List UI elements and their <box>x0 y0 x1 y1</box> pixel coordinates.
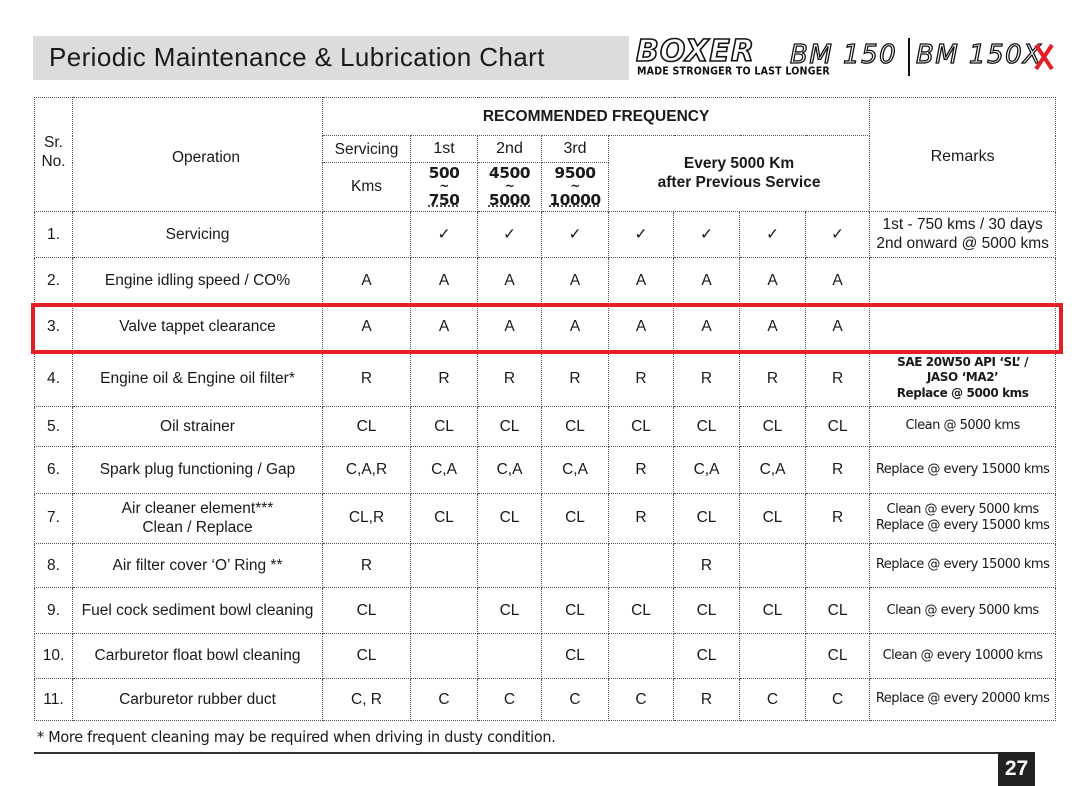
remarks-cell <box>870 447 1056 493</box>
frequency-cell: R <box>674 350 740 406</box>
frequency-cell: CL <box>478 493 542 543</box>
operation-header: Operation <box>73 98 323 212</box>
range-start: 500 <box>428 164 460 183</box>
frequency-cell: CL <box>542 634 609 678</box>
remarks-cell <box>870 543 1056 587</box>
frequency-cell: A <box>806 304 870 350</box>
sr-no-cell: 10. <box>35 634 73 678</box>
remarks-header: Remarks <box>870 98 1056 212</box>
frequency-cell: A <box>323 304 411 350</box>
remarks-cell <box>870 588 1056 634</box>
table-row <box>35 304 1056 350</box>
frequency-cell <box>411 634 478 678</box>
frequency-cell: R <box>806 447 870 493</box>
frequency-cell: C <box>542 678 609 720</box>
frequency-cell: C,A <box>478 447 542 493</box>
operation-cell <box>73 493 323 543</box>
frequency-cell: A <box>478 304 542 350</box>
model-bm150: BM 150 <box>790 40 898 70</box>
frequency-cell: CL <box>806 634 870 678</box>
frequency-cell: A <box>411 304 478 350</box>
operation-text: Valve tappet clearance <box>119 318 276 336</box>
frequency-cell: CL,R <box>323 493 411 543</box>
recommended-frequency-header: RECOMMENDED FREQUENCY <box>323 98 870 136</box>
frequency-cell: A <box>609 258 674 304</box>
frequency-cell: CL <box>411 493 478 543</box>
red-x-icon <box>1034 43 1054 71</box>
frequency-cell: CL <box>674 634 740 678</box>
frequency-cell: CL <box>411 406 478 446</box>
frequency-cell: C <box>478 678 542 720</box>
remarks-text: Replace @ every 15000 kms <box>875 557 1050 573</box>
sr-no-header <box>35 98 73 212</box>
frequency-cell: A <box>740 258 806 304</box>
range-start: 4500 <box>488 164 531 183</box>
table-body <box>35 211 1056 720</box>
frequency-cell: CL <box>478 406 542 446</box>
operation-text: Spark plug functioning / Gap <box>99 461 296 479</box>
frequency-cell: ✓ <box>806 211 870 257</box>
frequency-cell: ✓ <box>609 211 674 257</box>
frequency-cell: CL <box>674 493 740 543</box>
maintenance-table <box>34 97 1056 721</box>
frequency-cell: CL <box>323 406 411 446</box>
frequency-cell: CL <box>609 406 674 446</box>
frequency-cell: A <box>806 258 870 304</box>
frequency-cell: C <box>806 678 870 720</box>
operation-text: Servicing <box>165 225 230 243</box>
frequency-cell <box>609 634 674 678</box>
remarks-cell <box>870 678 1056 720</box>
range-tilde: ~ <box>504 179 515 194</box>
sr-no-cell: 3. <box>35 304 73 350</box>
table-row <box>35 211 1056 257</box>
model-bm150x: BM 150X <box>916 40 1043 70</box>
operation-cell <box>73 258 323 304</box>
sr-no-cell: 9. <box>35 588 73 634</box>
frequency-cell: CL <box>323 588 411 634</box>
table-row <box>35 258 1056 304</box>
page-title: Periodic Maintenance & Lubrication Chart <box>49 42 545 72</box>
range-tilde: ~ <box>570 179 580 194</box>
operation-cell <box>73 350 323 406</box>
frequency-cell: CL <box>740 406 806 446</box>
frequency-cell: CL <box>674 406 740 446</box>
frequency-cell: R <box>740 350 806 406</box>
remarks-cell <box>870 350 1056 406</box>
frequency-cell <box>806 543 870 587</box>
frequency-cell: R <box>674 678 740 720</box>
sr-no-cell: 7. <box>35 493 73 543</box>
remarks-text: Clean @ 5000 kms <box>905 418 1020 434</box>
frequency-cell: CL <box>806 406 870 446</box>
operation-cell <box>73 304 323 350</box>
servicing-header: Servicing <box>323 136 411 163</box>
remarks-text: Replace @ every 20000 kms <box>875 691 1050 707</box>
frequency-cell: R <box>542 350 609 406</box>
frequency-cell: R <box>609 447 674 493</box>
frequency-cell: CL <box>542 588 609 634</box>
table-row <box>35 350 1056 406</box>
frequency-cell <box>411 543 478 587</box>
remarks-text: JASO ‘MA2’ <box>926 370 999 385</box>
frequency-cell: A <box>411 258 478 304</box>
second-range <box>478 163 542 211</box>
range-end: 10000 <box>549 190 601 209</box>
frequency-cell <box>740 543 806 587</box>
frequency-cell: ✓ <box>478 211 542 257</box>
frequency-cell: CL <box>740 588 806 634</box>
bottom-rule <box>34 752 1035 754</box>
sr-no-cell: 5. <box>35 406 73 446</box>
remarks-text: Clean @ every 10000 kms <box>882 647 1043 663</box>
first-range <box>411 163 478 211</box>
remarks-text: 2nd onward @ 5000 kms <box>876 235 1049 253</box>
page-number: 27 <box>998 752 1035 786</box>
remarks-cell <box>870 211 1056 257</box>
frequency-cell: C,A <box>411 447 478 493</box>
sr-no-cell: 2. <box>35 258 73 304</box>
sr-no-cell: 4. <box>35 350 73 406</box>
header-row-1 <box>35 98 1056 136</box>
sr-no-cell: 8. <box>35 543 73 587</box>
operation-text: Oil strainer <box>160 417 235 435</box>
table-row <box>35 634 1056 678</box>
second-service-header: 2nd <box>478 136 542 163</box>
after-previous-line: after Previous Service <box>657 174 821 192</box>
brand-tagline: MADE STRONGER TO LAST LONGER <box>637 65 830 78</box>
frequency-cell: A <box>478 258 542 304</box>
frequency-cell: ✓ <box>740 211 806 257</box>
operation-text: Carburetor rubber duct <box>119 690 276 708</box>
operation-text: Clean / Replace <box>142 519 253 537</box>
frequency-cell: ✓ <box>674 211 740 257</box>
operation-cell <box>73 447 323 493</box>
table-row <box>35 447 1056 493</box>
first-service-header: 1st <box>411 136 478 163</box>
frequency-cell: CL <box>323 634 411 678</box>
frequency-cell: C <box>740 678 806 720</box>
frequency-cell: CL <box>542 406 609 446</box>
frequency-cell: R <box>411 350 478 406</box>
operation-cell <box>73 588 323 634</box>
brand-separator <box>908 38 910 76</box>
range-start: 9500 <box>554 164 596 183</box>
frequency-cell: C,A,R <box>323 447 411 493</box>
frequency-cell: CL <box>609 588 674 634</box>
frequency-cell: A <box>674 258 740 304</box>
frequency-cell <box>740 634 806 678</box>
frequency-cell: C,A <box>740 447 806 493</box>
operation-text: Engine idling speed / CO% <box>104 271 291 289</box>
every-5000-line: Every 5000 Km <box>683 155 795 173</box>
frequency-cell: R <box>806 493 870 543</box>
table-row <box>35 588 1056 634</box>
remarks-text: 1st - 750 kms / 30 days <box>882 215 1043 233</box>
frequency-cell: C <box>609 678 674 720</box>
operation-cell <box>73 406 323 446</box>
frequency-cell: CL <box>542 493 609 543</box>
frequency-cell: C, R <box>323 678 411 720</box>
footnote: * More frequent cleaning may be required when driving in dusty condition. <box>37 728 556 746</box>
range-tilde: ~ <box>439 179 449 194</box>
remarks-text: Replace @ every 15000 kms <box>875 518 1050 534</box>
remarks-cell <box>870 634 1056 678</box>
sr-no-header-text: Sr. No. <box>41 134 66 170</box>
frequency-cell <box>478 634 542 678</box>
remarks-cell <box>870 304 1056 350</box>
frequency-cell: CL <box>478 588 542 634</box>
sr-no-cell: 1. <box>35 211 73 257</box>
operation-text: Engine oil & Engine oil filter* <box>100 369 295 387</box>
frequency-cell <box>478 543 542 587</box>
frequency-cell: R <box>323 543 411 587</box>
sr-no-cell: 11. <box>35 678 73 720</box>
frequency-cell: C,A <box>542 447 609 493</box>
remarks-text: Clean @ every 5000 kms <box>886 501 1039 517</box>
every-5000-header <box>609 136 870 211</box>
frequency-cell: A <box>674 304 740 350</box>
frequency-cell: C <box>411 678 478 720</box>
kms-header: Kms <box>323 163 411 211</box>
frequency-cell: CL <box>674 588 740 634</box>
remarks-cell <box>870 493 1056 543</box>
operation-cell <box>73 634 323 678</box>
frequency-cell: CL <box>740 493 806 543</box>
frequency-cell <box>609 543 674 587</box>
frequency-cell: R <box>609 493 674 543</box>
operation-text: Air cleaner element*** <box>121 499 274 517</box>
operation-cell <box>73 678 323 720</box>
operation-cell <box>73 543 323 587</box>
operation-cell <box>73 211 323 257</box>
brand-name: BOXER <box>636 34 756 69</box>
frequency-cell: A <box>740 304 806 350</box>
frequency-cell: A <box>323 258 411 304</box>
frequency-cell: A <box>542 258 609 304</box>
table-row <box>35 678 1056 720</box>
table-row <box>35 406 1056 446</box>
frequency-cell <box>323 211 411 257</box>
table-row <box>35 543 1056 587</box>
operation-text: Carburetor float bowl cleaning <box>94 647 301 665</box>
frequency-cell: ✓ <box>542 211 609 257</box>
frequency-cell <box>411 588 478 634</box>
remarks-cell <box>870 258 1056 304</box>
frequency-cell: C,A <box>674 447 740 493</box>
table-row <box>35 493 1056 543</box>
frequency-cell: R <box>674 543 740 587</box>
third-range <box>542 163 609 211</box>
frequency-cell: R <box>806 350 870 406</box>
frequency-cell: CL <box>806 588 870 634</box>
remarks-cell <box>870 406 1056 446</box>
remarks-text: Clean @ every 5000 kms <box>886 602 1039 618</box>
frequency-cell: A <box>609 304 674 350</box>
remarks-text: SAE 20W50 API ‘SL’ / <box>897 354 1029 369</box>
frequency-cell: ✓ <box>411 211 478 257</box>
sr-no-cell: 6. <box>35 447 73 493</box>
remarks-text: Replace @ 5000 kms <box>896 386 1029 401</box>
third-service-header: 3rd <box>542 136 609 163</box>
remarks-text: Replace @ every 15000 kms <box>875 461 1050 477</box>
range-end: 5000 <box>488 190 531 209</box>
frequency-cell: R <box>478 350 542 406</box>
brand-logo <box>636 34 1056 84</box>
frequency-cell: R <box>609 350 674 406</box>
operation-text: Fuel cock sediment bowl cleaning <box>81 602 314 620</box>
frequency-cell: R <box>323 350 411 406</box>
frequency-cell <box>542 543 609 587</box>
range-end: 750 <box>428 190 460 209</box>
operation-text: Air filter cover ‘O’ Ring ** <box>112 556 283 574</box>
frequency-cell: A <box>542 304 609 350</box>
